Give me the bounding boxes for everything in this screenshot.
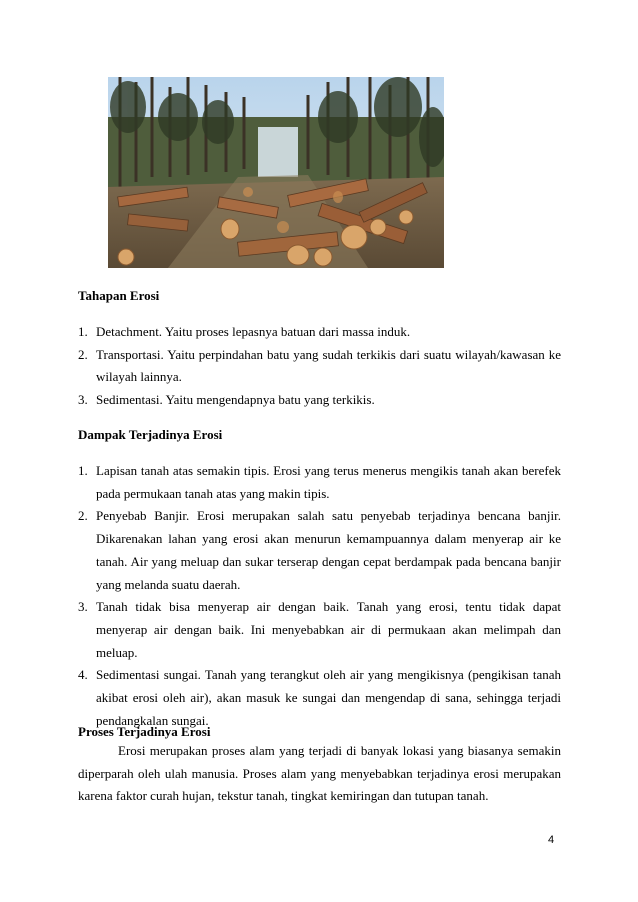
page-number: 4 — [548, 834, 555, 846]
list-item — [78, 389, 561, 412]
section-heading-dampak: Dampak Terjadinya Erosi — [78, 427, 223, 442]
section-heading-tahapan: Tahapan Erosi — [78, 288, 160, 303]
list-item-text: Transportasi. Yaitu perpindahan batu yang sudah terkikis dari suatu wilayah/kawasan ke wilayah lainnya. — [96, 346, 561, 385]
list-item — [78, 344, 561, 389]
list-item-text: Detachment. Yaitu proses lepasnya batuan dari massa induk. — [96, 324, 411, 339]
list-number: 4. — [78, 667, 88, 683]
dampak-list — [78, 460, 561, 732]
list-item-text: Tanah tidak bisa menyerap air dengan baik. Tanah yang erosi, tentu tidak dapat menyerap air dengan baik. Ini menyebabkan air di permukaan akan melimpah dan meluap. — [96, 599, 561, 660]
deforestation-photo — [108, 77, 444, 268]
section-heading-proses: Proses Terjadinya Erosi — [78, 724, 211, 739]
list-number: 2. — [78, 508, 88, 524]
list-number: 1. — [78, 324, 88, 339]
list-item-text: Lapisan tanah atas semakin tipis. Erosi yang terus menerus mengikis tanah akan berefek pada permukaan tanah atas yang makin tipis. — [96, 463, 561, 501]
list-item-text: Sedimentasi sungai. Tanah yang terangkut oleh air yang mengikisnya (pengikisan tanah akibat erosi oleh air), akan masuk ke sungai dan mengendap di sana, sehingga terjadi pendangkalan sungai. — [96, 667, 561, 728]
list-item-text: Sedimentasi. Yaitu mengendapnya batu yang terkikis. — [96, 392, 375, 408]
list-item — [78, 321, 561, 344]
list-item — [78, 664, 561, 732]
list-number: 3. — [78, 392, 88, 408]
list-number: 2. — [78, 346, 88, 362]
list-number: 1. — [78, 463, 88, 478]
list-item-text: Penyebab Banjir. Erosi merupakan salah satu penyebab terjadinya bencana banjir. Dikarenakan lahan yang erosi akan menurun kemampuannya dalam menyerap air ke tanah. Air yang meluap dan sukar terserap dengan cepat berdampak pada bencana banjir yang melanda suatu daerah. — [96, 508, 561, 592]
list-item — [78, 505, 561, 596]
list-item — [78, 596, 561, 664]
list-number: 3. — [78, 599, 88, 615]
list-item — [78, 460, 561, 505]
proses-paragraph: Erosi merupakan proses alam yang terjadi di banyak lokasi yang biasanya semakin diperparah oleh ulah manusia. Proses alam yang menyebabkan terjadinya erosi merupakan karena faktor curah hujan, tekstur tanah, tingkat kemiringan dan tutupan tanah. — [78, 743, 561, 804]
tahapan-list — [78, 321, 561, 412]
